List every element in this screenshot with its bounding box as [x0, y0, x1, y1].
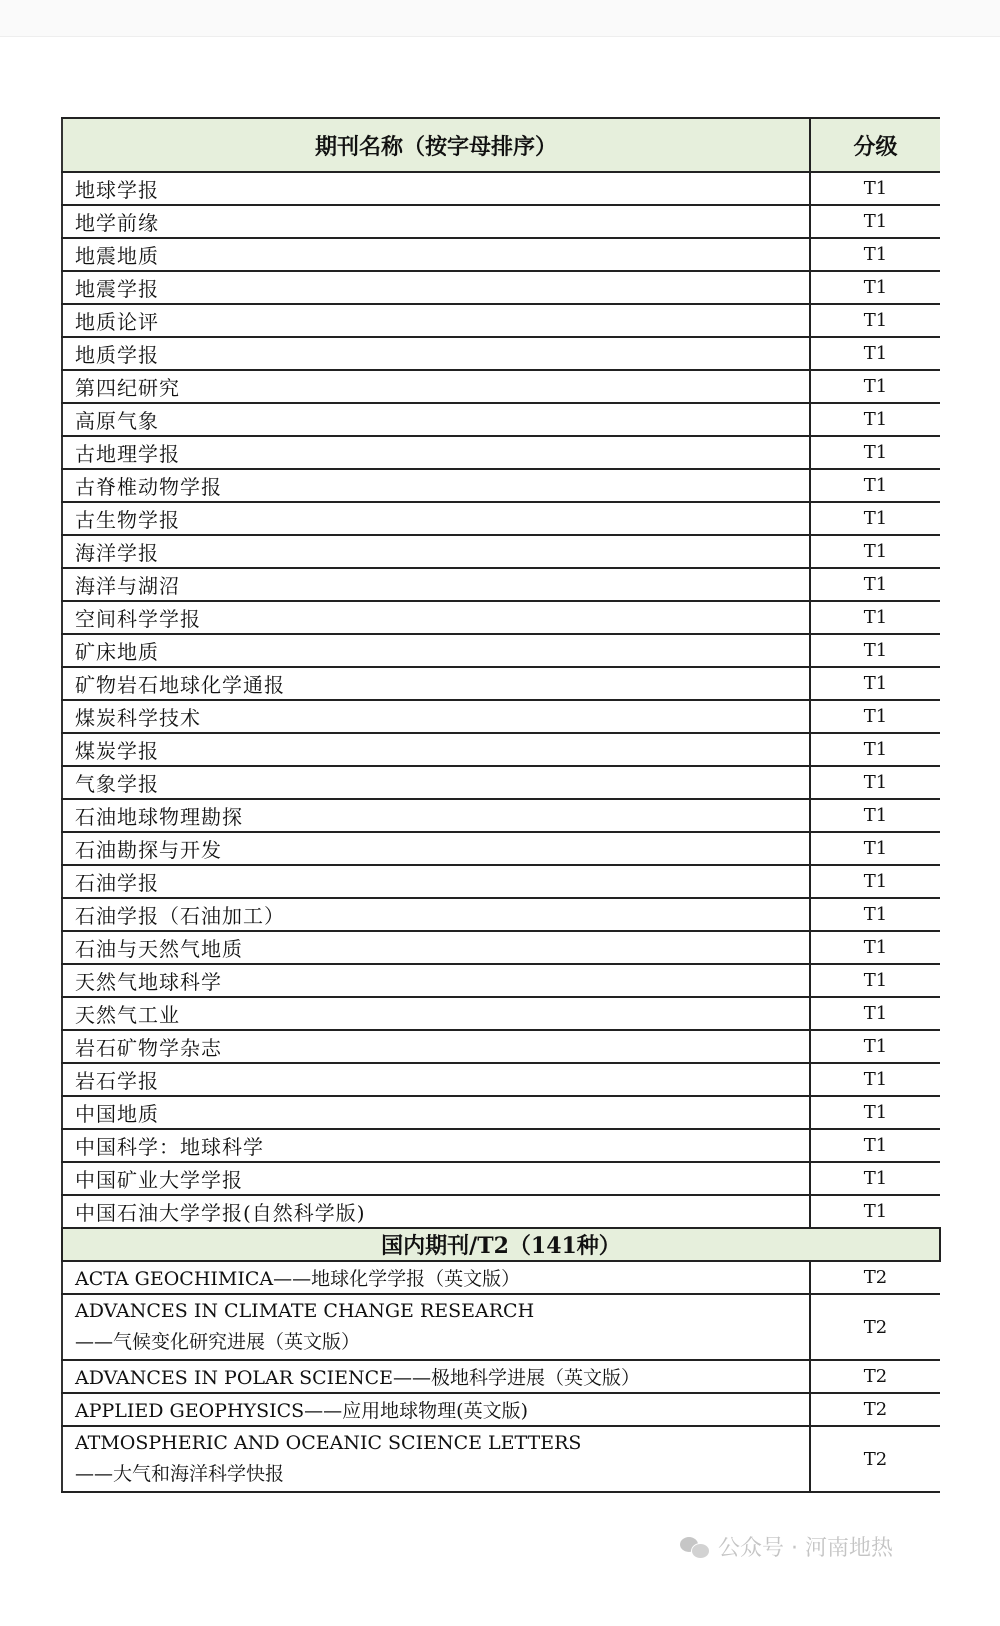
journal-name: 煤炭学报: [62, 733, 810, 766]
journal-name: 石油勘探与开发: [62, 832, 810, 865]
section-header-t2: [62, 1228, 940, 1261]
journal-name-line1: ADVANCES IN CLIMATE CHANGE RESEARCH: [75, 1300, 535, 1322]
journal-tier: T1: [810, 700, 940, 733]
table-row: [62, 1426, 940, 1492]
journal-tier: T1: [810, 403, 940, 436]
journal-name: 海洋学报: [62, 535, 810, 568]
journal-name: [62, 1261, 810, 1294]
table-row: [62, 601, 940, 634]
journal-name: 矿物岩石地球化学通报: [62, 667, 810, 700]
journal-tier: T1: [810, 832, 940, 865]
journal-name-line1: ADVANCES IN POLAR SCIENCE——极地科学进展（英文版）: [75, 1367, 641, 1389]
table-row: [62, 1063, 940, 1096]
table-header-row: [62, 118, 940, 172]
table-row: [62, 1162, 940, 1195]
table-row: [62, 1393, 940, 1426]
journal-name: 中国矿业大学学报: [62, 1162, 810, 1195]
journal-name: 古生物学报: [62, 502, 810, 535]
journal-tier: T1: [810, 964, 940, 997]
journal-name: 中国科学：地球科学: [62, 1129, 810, 1162]
journal-tier: T1: [810, 1063, 940, 1096]
journal-name: 石油地球物理勘探: [62, 799, 810, 832]
journal-name: 矿床地质: [62, 634, 810, 667]
journal-name: 空间科学学报: [62, 601, 810, 634]
table-row: [62, 370, 940, 403]
journal-tier: T1: [810, 370, 940, 403]
journal-name: 石油学报（石油加工）: [62, 898, 810, 931]
section-title: 国内期刊/T2（141种）: [62, 1228, 940, 1261]
journal-name: 高原气象: [62, 403, 810, 436]
journal-tier: T1: [810, 568, 940, 601]
journal-tier: T2: [810, 1393, 940, 1426]
journal-tier: T2: [810, 1261, 940, 1294]
wechat-icon: [680, 1535, 710, 1559]
journal-tier: T1: [810, 304, 940, 337]
journal-name-line2: ——气候变化研究进展（英文版）: [75, 1331, 361, 1353]
journal-name: [62, 1426, 810, 1492]
journal-tier: T1: [810, 865, 940, 898]
journal-tier: T1: [810, 469, 940, 502]
table-row: [62, 271, 940, 304]
table-row: [62, 1129, 940, 1162]
journal-name: 中国地质: [62, 1096, 810, 1129]
journal-name: 石油学报: [62, 865, 810, 898]
table-row: [62, 436, 940, 469]
journal-tier: T1: [810, 1096, 940, 1129]
journal-tier: T1: [810, 931, 940, 964]
journal-table: [61, 117, 941, 1493]
journal-name: 天然气地球科学: [62, 964, 810, 997]
table-row: [62, 568, 940, 601]
table-row: [62, 1360, 940, 1393]
table-row: [62, 535, 940, 568]
journal-name-line1: ACTA GEOCHIMICA——地球化学学报（英文版）: [75, 1268, 521, 1290]
table-row: [62, 733, 940, 766]
table-row: [62, 1261, 940, 1294]
table-row: [62, 337, 940, 370]
journal-tier: T1: [810, 1129, 940, 1162]
table-row: [62, 700, 940, 733]
table-row: [62, 469, 940, 502]
journal-tier: T2: [810, 1294, 940, 1360]
journal-tier: T1: [810, 238, 940, 271]
table-row: [62, 205, 940, 238]
journal-name: 岩石学报: [62, 1063, 810, 1096]
table-row: [62, 832, 940, 865]
journal-tier: T1: [810, 799, 940, 832]
journal-name: 古脊椎动物学报: [62, 469, 810, 502]
journal-name: [62, 1294, 810, 1360]
table-row: [62, 634, 940, 667]
journal-tier: T1: [810, 766, 940, 799]
journal-name: 地震地质: [62, 238, 810, 271]
table-row: [62, 1294, 940, 1360]
journal-tier: T1: [810, 1030, 940, 1063]
journal-name: 天然气工业: [62, 997, 810, 1030]
table-row: [62, 667, 940, 700]
journal-name: 第四纪研究: [62, 370, 810, 403]
table-row: [62, 172, 940, 205]
journal-name: 地质论评: [62, 304, 810, 337]
table-row: [62, 502, 940, 535]
table-row: [62, 1195, 940, 1228]
journal-tier: T1: [810, 205, 940, 238]
journal-tier: T1: [810, 502, 940, 535]
table-row: [62, 1030, 940, 1063]
journal-tier: T1: [810, 601, 940, 634]
journal-tier: T1: [810, 436, 940, 469]
journal-tier: T1: [810, 898, 940, 931]
journal-name: 古地理学报: [62, 436, 810, 469]
table-row: [62, 997, 940, 1030]
journal-tier: T1: [810, 997, 940, 1030]
journal-tier: T1: [810, 337, 940, 370]
journal-name: 地学前缘: [62, 205, 810, 238]
journal-tier: T1: [810, 733, 940, 766]
journal-name-line2: ——大气和海洋科学快报: [75, 1463, 285, 1485]
table-row: [62, 898, 940, 931]
journal-name-line1: ATMOSPHERIC AND OCEANIC SCIENCE LETTERS: [75, 1432, 582, 1454]
table-row: [62, 766, 940, 799]
watermark-text: 公众号 · 河南地热: [718, 1536, 893, 1561]
table-row: [62, 931, 940, 964]
top-strip: [0, 0, 1000, 37]
table-row: [62, 964, 940, 997]
journal-tier: T2: [810, 1426, 940, 1492]
journal-tier: T1: [810, 1162, 940, 1195]
journal-name: 海洋与湖沼: [62, 568, 810, 601]
header-tier: 分级: [810, 118, 940, 172]
journal-tier: T1: [810, 667, 940, 700]
journal-name: 岩石矿物学杂志: [62, 1030, 810, 1063]
journal-tier: T1: [810, 172, 940, 205]
journal-name: [62, 1360, 810, 1393]
table-row: [62, 1096, 940, 1129]
table-row: [62, 304, 940, 337]
table-row: [62, 403, 940, 436]
header-journal-name: 期刊名称（按字母排序）: [62, 118, 810, 172]
journal-name: 石油与天然气地质: [62, 931, 810, 964]
table-row: [62, 238, 940, 271]
journal-tier: T1: [810, 1195, 940, 1228]
watermark: [680, 1531, 893, 1562]
journal-tier: T1: [810, 535, 940, 568]
journal-name: [62, 1393, 810, 1426]
journal-tier: T1: [810, 271, 940, 304]
table-row: [62, 799, 940, 832]
journal-name: 煤炭科学技术: [62, 700, 810, 733]
table-row: [62, 865, 940, 898]
journal-tier: T2: [810, 1360, 940, 1393]
journal-name: 中国石油大学学报(自然科学版): [62, 1195, 810, 1228]
journal-name: 地球学报: [62, 172, 810, 205]
journal-name-line1: APPLIED GEOPHYSICS——应用地球物理(英文版): [75, 1400, 528, 1422]
journal-tier: T1: [810, 634, 940, 667]
journal-name: 地震学报: [62, 271, 810, 304]
journal-name: 气象学报: [62, 766, 810, 799]
journal-name: 地质学报: [62, 337, 810, 370]
